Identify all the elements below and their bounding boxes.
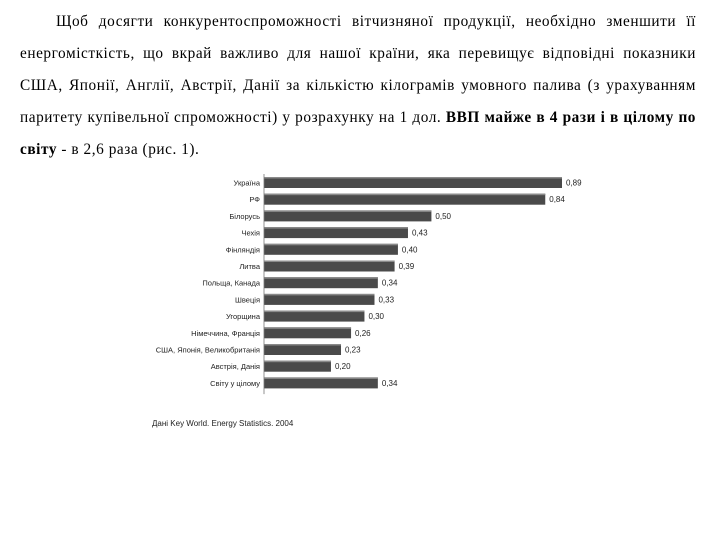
bar-highlight [264,227,408,229]
value-label: 0,26 [355,328,371,338]
category-label: Угорщина [225,312,260,322]
bar [264,344,341,355]
value-label: 0,50 [435,211,451,221]
bar [264,294,374,305]
category-label: Польща, Канада [202,278,260,288]
value-label: 0,84 [549,195,565,205]
bar [264,361,331,372]
value-label: 0,43 [411,228,428,238]
paragraph-text-end: - в 2,6 раза (рис. 1). [57,141,200,158]
bar-highlight [264,344,341,346]
paragraph-bold-text: ВВП майже в 4 рази і в цілому по світу [20,109,697,158]
bar [264,194,545,205]
category-label: Світу у цілому [210,378,260,388]
bar [264,377,378,388]
category-label: Австрія, Данія [210,362,260,372]
bar [264,311,364,322]
bar [264,244,398,255]
bar-highlight [264,294,374,296]
bar-highlight [264,177,562,179]
category-label: Фінляндія [225,245,260,255]
value-label: 0,23 [345,345,361,355]
bar-highlight [264,377,378,379]
value-label: 0,34 [381,278,398,288]
bar-highlight [264,311,364,313]
chart-source-note: Дані Key World. Energy Statistics. 2004 [152,419,294,428]
value-label: 0,20 [334,362,351,372]
category-label: Литва [239,262,260,271]
category-label: США, Японія, Великобританія [155,345,260,355]
bar-highlight [264,361,331,363]
bar-highlight [264,327,351,329]
bar [264,277,378,288]
value-label: 0,39 [398,262,415,271]
category-label: Білорусь [229,211,260,221]
bar [264,177,562,188]
bar-highlight [264,244,398,246]
category-label: Німеччина, Франція [191,328,260,338]
bar-highlight [264,277,378,279]
paragraph-text: Щоб досягти конкурентоспроможності вітчизняної продукції, необхідно зменшити її енергомісткість, що вкрай важливо для нашої країни, яка перевищує відповідні показники США, Японії, Англії, Австрії, Данії за кількістю кілограмів умовного палива (з урахуванням паритету купівельної спроможності) у розрахунку на 1 дол. [20,13,696,126]
bar-highlight [264,194,545,196]
value-label: 0,30 [368,312,385,322]
category-label: Україна [233,178,260,188]
bar [264,210,431,221]
bar [264,261,395,272]
value-label: 0,34 [381,378,398,388]
bar [264,327,351,338]
bar-highlight [264,210,431,212]
category-label: Чехія [241,228,260,238]
bar [264,227,408,238]
bar-highlight [264,261,395,263]
category-label: Швеція [235,295,260,305]
category-label: РФ [249,195,260,205]
value-label: 0,89 [566,178,582,188]
value-label: 0,40 [401,245,418,255]
value-label: 0,33 [378,295,395,305]
